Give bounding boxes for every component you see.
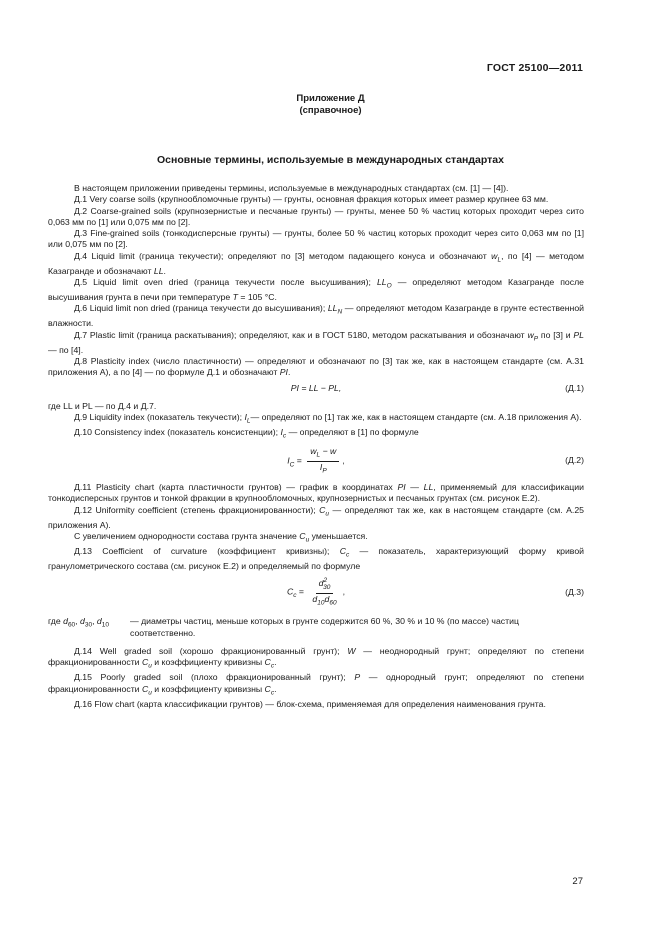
formula-d2-expression: $I_C$ = $\frac{w_L - w}{I_P}$ , — [287, 446, 345, 475]
paragraph-d8: Д.8 Plasticity index (число пластичности) — определяют и обозначают по [3] так же, как в настоящем стандарте (см. А.31 приложения А), а по [4] — по формуле Д.1 и обозначают PI. — [48, 356, 584, 378]
standard-code-header: ГОСТ 25100—2011 — [486, 62, 583, 74]
paragraph-d4: Д.4 Liquid limit (граница текучести); определяют по [3] методом падающего конуса и обозначают $w_L$, по [4] — методом Казагранде и обозначают LL. — [48, 250, 584, 276]
formula-d3 — [48, 576, 584, 610]
formula-d3-fraction: $\frac{d^2_{30}}{d_{10}d_{60}}$ — [312, 577, 337, 607]
paragraph-d1: Д.1 Very coarse soils (крупнообломочные грунты) — грунты, основная фракция которых имеет размер крупнее 63 мм. — [74, 194, 549, 205]
where-d3-description: — диаметры частиц, меньше которых в грунте содержится 60 %, 30 % и 10 % (по массе) частиц соответственно. — [130, 616, 519, 638]
where-d3 — [48, 616, 584, 639]
paragraph-d6: Д.6 Liquid limit non dried (граница текучести до высушивания); $LL_N$ — определяют методом Казагранде в грунте естественной влажности. — [48, 303, 584, 329]
paragraph-d10: Д.10 Consistency index (показатель консистенции); $I_c$ — определяют в [1] по формуле — [74, 427, 419, 440]
paragraph-d2: Д.2 Coarse-grained soils (крупнозернистые и песчаные грунты) — грунты, менее 50 % частиц которых проходит через сито 0,063 мм по [1] или 0,075 мм по [2]. — [48, 205, 584, 227]
paragraph-d16: Д.16 Flow chart (карта классификации грунтов) — блок-схема, применяемая для определения наименования грунта. — [74, 698, 546, 709]
formula-d2-fraction: $\frac{w_L - w}{I_P}$ — [307, 446, 339, 476]
paragraph-d12: Д.12 Uniformity coefficient (степень фракционированности); $C_u$ — определяют так же, как в настоящем стандарте (см. А.25 приложения А). — [48, 504, 584, 530]
formula-d2-number: (Д.2) — [565, 455, 584, 466]
paragraph-d13: Д.13 Coefficient of curvature (коэффициент кривизны); $C_c$ — показатель, характеризующий форму кривой гранулометрического состава (см. рисунок Е.2) и определяемый по формуле — [48, 546, 585, 572]
formula-d1-number: (Д.1) — [565, 382, 584, 393]
page-number: 27 — [572, 876, 583, 887]
paragraph-d5: Д.5 Liquid limit oven dried (граница текучести после высушивания); $LL_O$ — определяют методом Казагранде после высушивания грунта в печи при температуре T = 105 °С. — [48, 277, 584, 303]
paragraph-d9: Д.9 Liquidity index (показатель текучести); $I_L—$ определяют по [1] так же, как в настоящем стандарте (см. А.18 приложения А). — [74, 411, 582, 425]
formula-d1-expression: PI = LL − PL, — [290, 382, 342, 393]
paragraph-d3: Д.3 Fine-grained soils (тонкодисперсные грунты) — грунты, более 50 % частиц которых проходит через сито 0,063 мм по [1] или 0,075 мм по [2]. — [48, 228, 584, 250]
formula-d3-expression: $C_c$ = $\frac{d^2_{30}}{d_{10}d_{60}}$ , — [286, 577, 345, 607]
paragraph-intro: В настоящем приложении приведены термины, используемые в международных стандартах (см. [1] — [4]). — [74, 183, 509, 193]
where-d3-symbols: где $d_{60}$, $d_{30}$, $d_{10}$ — [48, 616, 109, 630]
body-text — [48, 183, 584, 710]
formula-d1 — [48, 383, 584, 397]
formula-d2 — [48, 446, 584, 476]
appendix-label: Приложение Д — [296, 93, 365, 104]
formula-d3-number: (Д.3) — [565, 587, 584, 598]
paragraph-d12-note: С увеличением однородности состава грунта значение $C_u$ уменьшается. — [74, 530, 368, 544]
paragraph-d14: Д.14 Well graded soil (хорошо фракционированный грунт); W — неоднородный грунт; определяют по степени фракционированности $C_u$ и коэффициенту кривизны $C_c$. — [48, 645, 584, 670]
appendix-type: (справочное) — [299, 105, 362, 116]
appendix-heading — [0, 93, 661, 117]
paragraph-d11: Д.11 Plasticity chart (карта пластичности грунтов) — график в координатах PI — LL, применяемый для классификации тонкодисперсных грунтов и тонкой фракции в крупнообломочных, крупнозернистых и песчаных грунтах (см. рисунок Е.2). — [48, 482, 584, 504]
section-title: Основные термины, используемые в международных стандартах — [157, 154, 504, 166]
paragraph-d7: Д.7 Plastic limit (граница раскатывания); определяют, как и в ГОСТ 5180, методом раскатывания и обозначают $w_P$ по [3] и PL — по [4]. — [48, 329, 584, 355]
paragraph-d15: Д.15 Poorly graded soil (плохо фракционированный грунт); P — однородный грунт; определяют по степени фракционированности $C_u$ и коэффициенту кривизны $C_c$. — [48, 672, 584, 697]
where-d1: где LL и PL — по Д.4 и Д.7. — [48, 400, 157, 411]
